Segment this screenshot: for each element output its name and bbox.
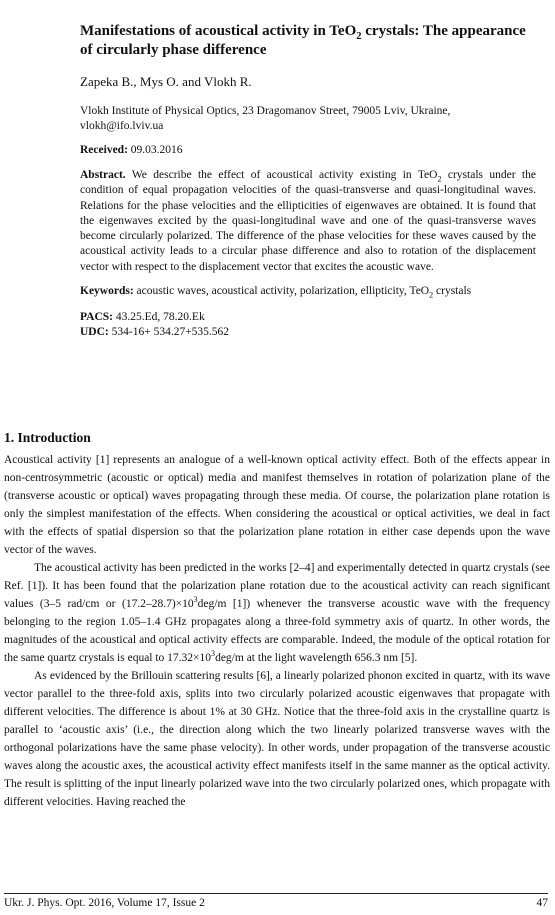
received-date	[80, 144, 536, 156]
section-heading: 1. Introduction	[4, 430, 91, 445]
received-value: 09.03.2016	[127, 144, 183, 156]
paragraph-2-superscript-2: 3	[211, 649, 216, 659]
page-number: 47	[536, 897, 548, 909]
keywords-label: Keywords:	[80, 285, 134, 298]
keywords	[80, 284, 536, 299]
udc-codes	[80, 325, 536, 340]
paragraph-2-part-a: The acoustical activity has been predicted in the works [2–4] and experimentally detected in quartz crystals (see Ref. [1]). It has been found that the polarization plane rotation due to the acoustical activity can reach significant values (3–5 rad/cm or (17.2–28.7)×10	[4, 562, 550, 610]
paragraph-2-part-c: deg/m at the light wavelength 656.3 nm [5].	[215, 652, 418, 664]
journal-citation: Ukr. J. Phys. Opt. 2016, Volume 17, Issue 2	[4, 897, 205, 909]
title-subscript: 2	[356, 31, 362, 42]
page-footer	[4, 893, 548, 909]
paragraph-2-part-b: deg/m [1]) whenever the transverse acoustic wave with the frequency belonging to the region 1.05–1.4 GHz propagates along a three-fold symmetry axis of quartz. In other words, the magnitudes of the acoustical and optical activity effects are comparable. Indeed, the module of the optical rotation for the same quartz crystals is equal to 17.32×10	[4, 598, 550, 664]
front-matter	[80, 22, 536, 340]
pacs-value: 43.25.Ed, 78.20.Ek	[113, 311, 205, 324]
paper-title	[80, 22, 536, 60]
abstract-text: We describe the effect of acoustical activity existing in TeO	[125, 169, 438, 181]
pacs-label: PACS:	[80, 311, 114, 324]
abstract-subscript: 2	[437, 174, 442, 184]
body-text	[4, 451, 550, 811]
paragraph-2	[4, 559, 550, 667]
udc-value: 534-16+ 534.27+535.562	[108, 326, 230, 339]
keywords-text-end: crystals	[433, 285, 472, 298]
abstract-label: Abstract.	[80, 169, 126, 181]
paragraph-3: As evidenced by the Brillouin scattering results [6], a linearly polarized phonon excited in quartz, with its wave vector parallel to the three-fold axis, splits into two circularly polarized acoustic eigenwaves that propagate with different velocities. The difference is about 1% at 30 GHz. Notice that the three-fold axis in the crystalline quartz is parallel to ‘acoustic axis’ (i.e., the direction along which the two linearly polarized transverse waves with the orthogonal polarizations have the same phase velocity). In other words, under propagation of the transverse acoustic waves along the acoustic axes, the acoustical activity effect manifests itself in the same manner as the optical activity. The result is splitting of the input linearly polarized wave into the two circularly polarized ones, which propagate with different velocities. Having reached the	[4, 670, 550, 808]
abstract	[80, 168, 536, 275]
paragraph-1: Acoustical activity [1] represents an analogue of a well-known optical activity effect. Both of the effects appear in non-centrosymmetric (acoustic or optical) media and manifest themselves in rotation of polarization plane of the (transverse acoustic or optical) waves propagating through these media. Of course, the polarization plane rotation is only the simplest manifestation of the effects. When considering the acoustical or optical activities, we deal in fact with the effects of spatial dispersion so that the polarization plane rotation in either case depends upon the wave vector of the waves.	[4, 454, 550, 556]
udc-label: UDC:	[80, 326, 109, 339]
classification	[80, 310, 536, 340]
authors: Zapeka B., Mys O. and Vlokh R.	[80, 74, 252, 89]
abstract-text-end: crystals under the condition of equal propagation velocities of the quasi-transverse and quasi-longitudinal waves. Relations for the phase velocities and the ellipticities of eigenwaves are obtained. It is found that the eigenwaves excited by the quasi-longitudinal wave and one of the quasi-transverse waves become circularly polarized. The difference of the phase velocities for these waves caused by the acoustical activity leads to a circular phase difference and also to rotation of the displacement vector with respect to the displacement vector that excites the acoustic wave.	[80, 169, 536, 273]
keywords-subscript: 2	[429, 290, 434, 300]
pacs-codes	[80, 310, 536, 325]
title-text-end: crystals: The appearance of circularly phase difference	[80, 23, 526, 58]
affiliation: Vlokh Institute of Physical Optics, 23 Dragomanov Street, 79005 Lviv, Ukraine, vlokh@ifo.lviv.ua	[80, 105, 451, 132]
paragraph-2-superscript: 3	[193, 595, 198, 605]
received-label: Received:	[80, 144, 128, 156]
keywords-text: acoustic waves, acoustical activity, polarization, ellipticity, TeO	[133, 285, 430, 298]
title-text: Manifestations of acoustical activity in TeO	[80, 23, 357, 39]
